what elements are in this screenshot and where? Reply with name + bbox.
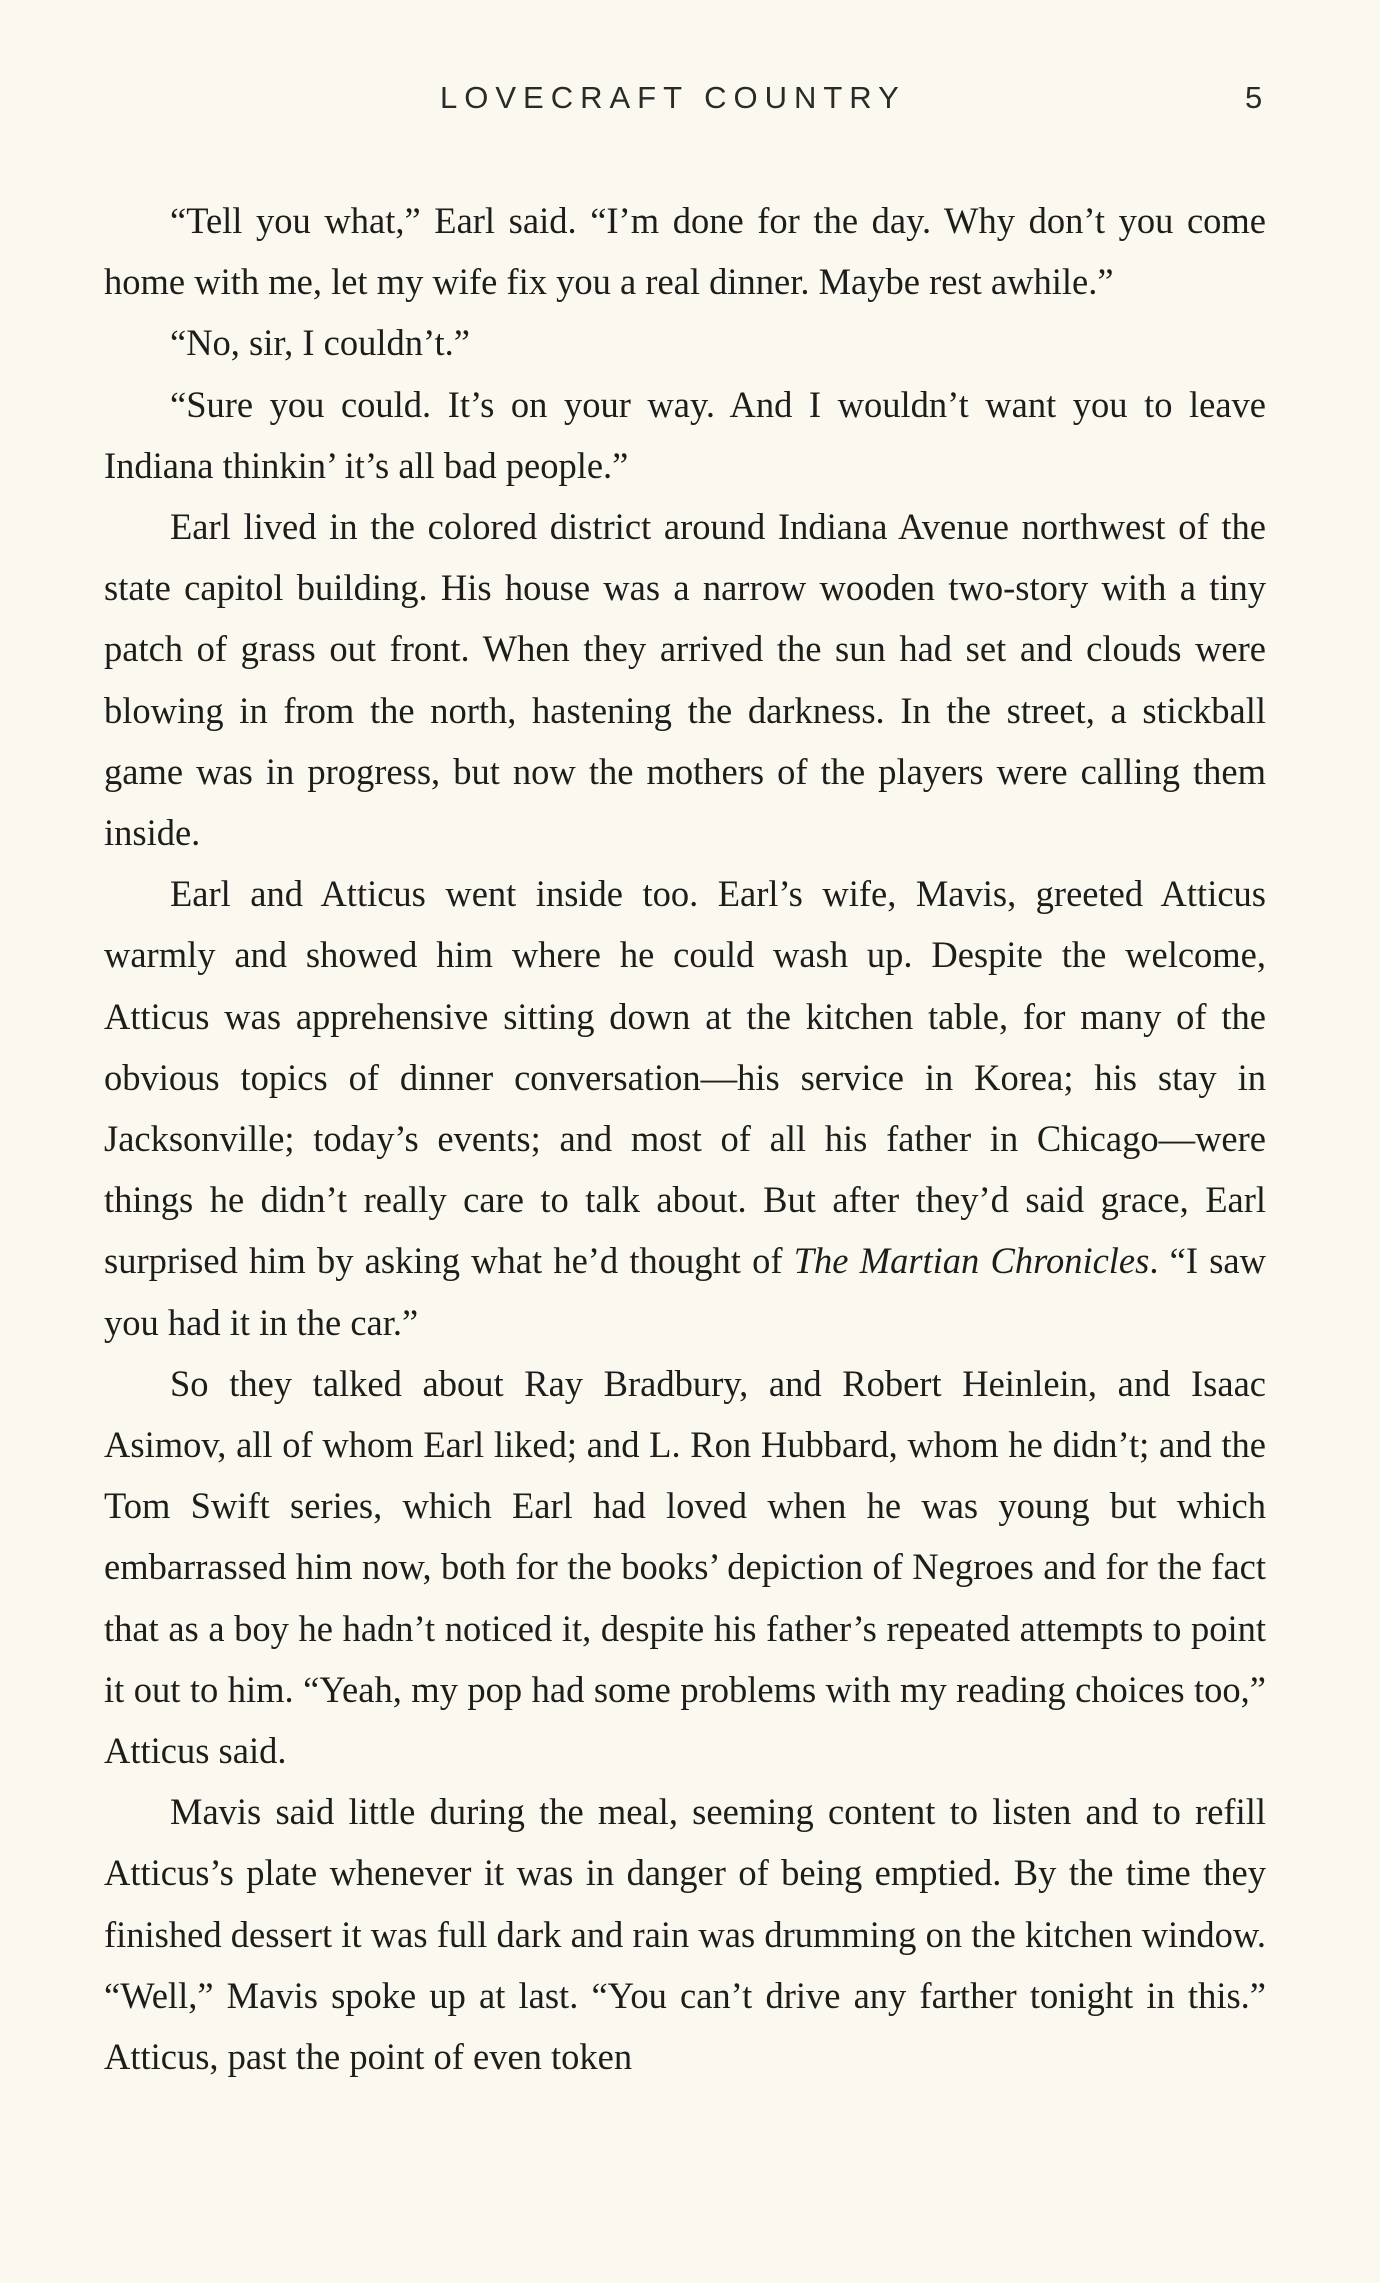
running-title: LOVECRAFT COUNTRY xyxy=(440,80,906,115)
paragraph xyxy=(104,863,1266,1353)
paragraph-text-continued: . “I saw you had it in the car.” xyxy=(104,1240,1266,1343)
book-title-italic: The Martian Chronicles xyxy=(793,1240,1150,1282)
paragraph: “Tell you what,” Earl said. “I’m done for the day. Why don’t you come home with me, let my wife fix you a real dinner. Maybe rest awhile.” xyxy=(104,200,1266,303)
paragraph: So they talked about Ray Bradbury, and Robert Heinlein, and Isaac Asimov, all of whom Earl liked; and L. Ron Hubbard, whom he didn’t; and the Tom Swift series, which Earl had loved when he was young but which embarrassed him now, both for the books’ depiction of Negroes and for the fact that as a boy he hadn’t noticed it, despite his father’s repeated attempts to point it out to him. “Yeah, my pop had some problems with my reading choices too,” Atticus said. xyxy=(104,1362,1266,1772)
paragraph: “Sure you could. It’s on your way. And I wouldn’t want you to leave Indiana thinkin’ it’s all bad people.” xyxy=(104,383,1266,486)
paragraph: Earl lived in the colored district around Indiana Avenue northwest of the state capitol building. His house was a narrow wooden two-story with a tiny patch of grass out front. When they arrived the sun had set and clouds were blowing in from the north, hastening the darkness. In the street, a stickball game was in progress, but now the mothers of the players were calling them inside. xyxy=(104,506,1266,854)
paragraph: “No, sir, I couldn’t.” xyxy=(170,322,470,364)
paragraph-text: Earl and Atticus went inside too. Earl’s wife, Mavis, greeted Atticus warmly and showed him where he could wash up. Despite the welcome, Atticus was apprehensive sitting down at the kitchen table, for many of the obvious topics of dinner conversation—his service in Korea; his stay in Jacksonville; today’s events; and most of all his father in Chicago—were things he didn’t really care to talk about. But after they’d said grace, Earl surprised him by asking what he’d thought of xyxy=(104,873,1266,1282)
running-head xyxy=(0,80,1380,124)
body-text xyxy=(104,190,1266,2087)
paragraph: Mavis said little during the meal, seeming content to listen and to refill Atticus’s plate whenever it was in danger of being emptied. By the time they finished dessert it was full dark and rain was drumming on the kitchen window. “Well,” Mavis spoke up at last. “You can’t drive any farther tonight in this.” Atticus, past the point of even token xyxy=(104,1791,1266,2078)
page-number: 5 xyxy=(1245,80,1263,115)
